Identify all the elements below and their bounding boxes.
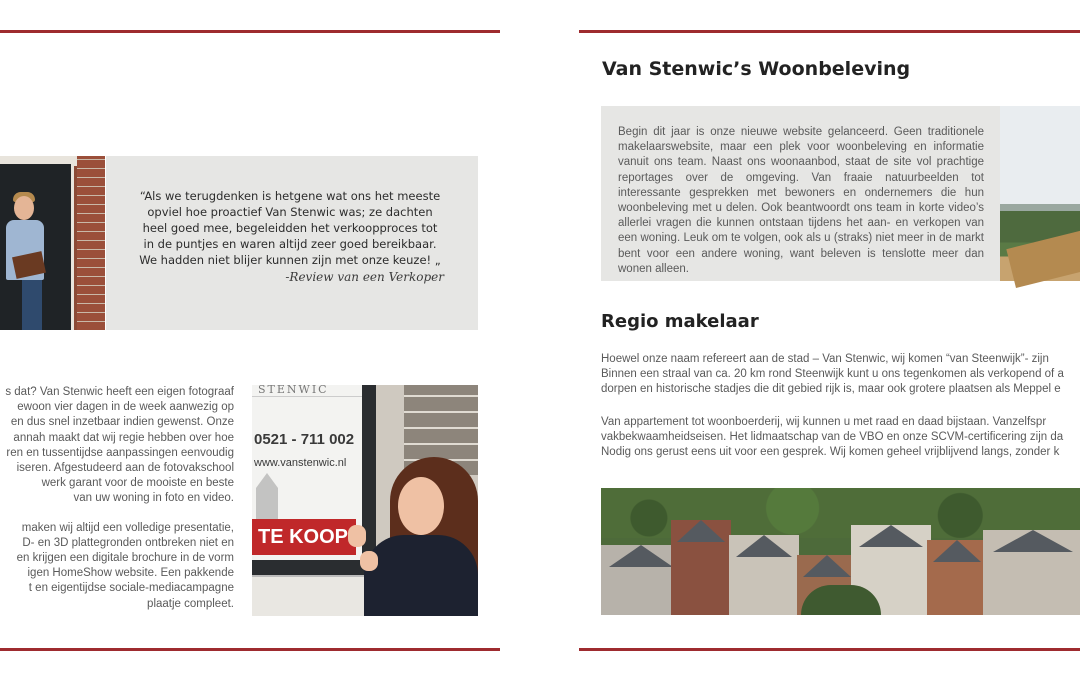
text-line: Nodig ons gerust eens uit voor een gesprek. Wij komen geheel vrijblijvend langs, zonder k (601, 446, 1060, 459)
section-heading: Regio makelaar (601, 311, 759, 332)
intro-box (601, 106, 1000, 281)
for-sale-sign-photo (252, 385, 478, 616)
for-sale-sign (252, 385, 362, 560)
region-paragraph-1 (601, 352, 1080, 398)
bottom-rule-right (579, 648, 1080, 651)
text-line: en krijgen een digitale brochure in de vorm (16, 552, 234, 565)
page-title: Van Stenwic’s Woonbeleving (602, 58, 911, 80)
text-line: s dat? Van Stenwic heeft een eigen fotograaf (5, 386, 234, 398)
region-paragraph-2 (601, 415, 1080, 461)
top-rule-left (0, 30, 500, 33)
text-line: Binnen een straal van ca. 20 km rond Steenwijk kunt u ons tegenkomen als verkopend of a (601, 368, 1064, 381)
review-quote-box (106, 156, 478, 330)
town-photo (601, 488, 1080, 615)
intro-text: Begin dit jaar is onze nieuwe website gelanceerd. Geen traditionele makelaarswebsite, maar een plek voor woonbeleving en informatie vanuit ons team. Naast ons woonaanbod, staat de site vol prachtige reportages over de omgeving. Van fraaie natuurbeelden tot interessante gesprekken met bewoners en ondernemers die hun woonbeleving met u delen. Ook beantwoordt ons team in korte video’s allerlei vragen die kunnen ontstaan tijdens het aan- en verkopen van een woning. Leuk om te volgen, ook als u (straks) niet meer in de markt bent voor een andere woning, want beleven is tenslotte meer dan wonen alleen. (618, 126, 984, 275)
text-line: annah maakt dat wij regie hebben over hoe (13, 431, 234, 444)
text-line: Hoewel onze naam refereert aan de stad – Van Stenwic, wij komen “van Steenwijk”- zijn (601, 353, 1049, 365)
text-line: dorpen en historische stadjes die dit gebied rijk is, maar ook grotere plaatsen als Meppel e (601, 383, 1061, 396)
text-line: en dus snel inzetbaar indien gewenst. Onze (10, 416, 234, 429)
agent-photo (0, 156, 105, 330)
text-line: ren en tussentijdse aanpassingen eenvoudig (6, 446, 234, 459)
text-line: werk garant voor de mooiste en beste (41, 477, 234, 490)
text-line: van uw woning in foto en video. (73, 492, 234, 505)
top-rule-right (579, 30, 1080, 33)
text-line: vakbekwaamheidseisen. Het lidmaatschap van de VBO en onze SCVM-certificering zijn da (601, 431, 1064, 444)
text-line: iseren. Afgestudeerd aan de fotovakschool (16, 462, 234, 475)
text-line: maken wij altijd een volledige presentatie, (21, 521, 234, 534)
sign-brand: STENWIC (252, 385, 362, 397)
text-line: ewoon vier dagen in de week aanwezig op (17, 401, 234, 414)
text-line: D- en 3D plattegronden ontbreken niet en (22, 536, 234, 549)
text-line: plaatje compleet. (147, 597, 234, 610)
text-line: Van appartement tot woonboerderij, wij kunnen u met raad en daad bijstaan. Vanzelfspr (601, 416, 1047, 428)
text-line: igen HomeShow website. Een pakkende (27, 567, 234, 580)
review-quote: “Als we terugdenken is hetgene wat ons het meeste opviel hoe proactief Van Stenwic was; ze dachten heel goed mee, begeleidden het verkoopproces tot in de puntjes en waren altijd zeer goed bereikbaar. We hadden niet blijer kunnen zijn met onze keuze! „ (139, 189, 441, 267)
text-line: t en eigentijdse sociale-mediacampagne (28, 582, 234, 595)
sign-url: www.vanstenwic.nl (254, 457, 347, 469)
photographer-text (0, 385, 234, 612)
te-koop-label: TE KOOP (252, 519, 356, 555)
sign-phone: 0521 - 711 002 (254, 431, 355, 448)
bottom-rule-left (0, 648, 500, 651)
review-signature: -Review van een Verkoper (285, 270, 444, 284)
landscape-photo (1000, 106, 1080, 281)
